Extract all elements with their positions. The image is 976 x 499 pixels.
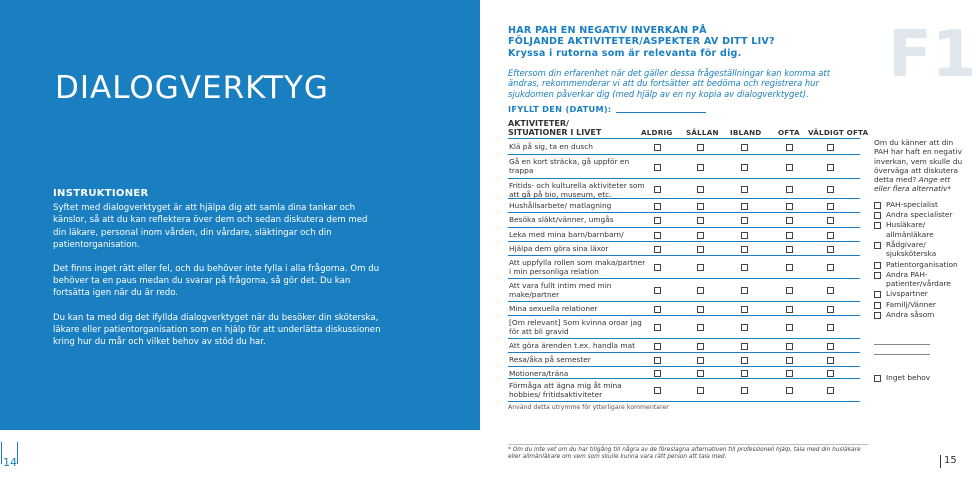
option-label: Livspartner — [886, 289, 928, 299]
support-option[interactable] — [874, 240, 964, 259]
heading-line: Kryssa i rutorna som är relevanta för dig. — [508, 47, 742, 59]
option-label: Patientorganisation — [886, 259, 958, 269]
checkbox-sällan[interactable] — [697, 306, 704, 313]
row-label: Klä på sig, ta en dusch — [509, 142, 593, 151]
option-label: Andra specialister — [886, 210, 953, 220]
checkbox[interactable] — [874, 375, 881, 382]
section-tag: F1 — [888, 18, 976, 92]
support-sidebar — [874, 138, 964, 320]
write-in-line[interactable] — [874, 354, 930, 355]
table-row — [508, 340, 860, 353]
activity-header — [508, 119, 601, 138]
comments-note: Använd detta utrymme för ytterligare kommentarer — [508, 404, 669, 411]
checkbox[interactable] — [874, 272, 881, 279]
left-blue-panel — [0, 0, 480, 430]
column-header: SÄLLAN — [686, 128, 719, 137]
checkbox-ibland[interactable] — [741, 306, 748, 313]
date-label: IFYLLT DEN (DATUM): — [508, 104, 612, 114]
checkbox[interactable] — [874, 312, 881, 319]
option-label: Familj/Vänner — [886, 299, 936, 309]
checkbox-väldigt-ofta[interactable] — [827, 186, 834, 193]
table-row — [508, 380, 860, 402]
checkbox-ofta[interactable] — [786, 246, 793, 253]
table-row — [508, 180, 860, 199]
checkbox-ibland[interactable] — [741, 287, 748, 294]
checkbox-väldigt-ofta[interactable] — [827, 370, 834, 377]
checkbox-ofta[interactable] — [786, 264, 793, 271]
row-label: Besöka släkt/vänner, umgås — [509, 215, 614, 224]
checkbox-väldigt-ofta[interactable] — [827, 343, 834, 350]
table-row — [508, 141, 860, 155]
checkbox-ofta[interactable] — [786, 217, 793, 224]
checkbox-väldigt-ofta[interactable] — [827, 164, 834, 171]
column-header: VÄLDIGT OFTA — [808, 128, 869, 137]
checkbox[interactable] — [874, 212, 881, 219]
checkbox-ibland[interactable] — [741, 217, 748, 224]
instructions-heading: INSTRUKTIONER — [53, 188, 149, 199]
date-filled — [508, 104, 706, 114]
checkbox-aldrig[interactable] — [654, 144, 661, 151]
checkbox[interactable] — [874, 291, 881, 298]
support-option[interactable] — [874, 300, 964, 309]
intro-text: Eftersom din erfarenhet när det gäller dessa frågeställningar kan komma att ändras, rekommenderar vi att du fortsätter att bedöma och registrera hur sjukdomen påverkar dig (med hjälp av en ny kopia av dialogverktyget). — [508, 68, 830, 99]
support-question — [874, 138, 964, 194]
checkbox-sällan[interactable] — [697, 324, 704, 331]
row-label: Fritids- och kulturella aktiviteter som att gå på bio, museum, etc. — [509, 181, 645, 200]
checkbox[interactable] — [874, 262, 881, 269]
checkbox-sällan[interactable] — [697, 357, 704, 364]
row-label: Hjälpa dem göra sina läxor — [509, 244, 609, 253]
checkbox-ofta[interactable] — [786, 287, 793, 294]
support-option[interactable] — [874, 260, 964, 269]
row-label: Att göra ärenden t.ex. handla mat — [509, 341, 635, 350]
table-row — [508, 368, 860, 379]
option-label: Inget behov — [886, 373, 931, 382]
column-header: IBLAND — [730, 128, 762, 137]
checkbox-ofta[interactable] — [786, 203, 793, 210]
option-label: Husläkare/ allmänläkare — [886, 220, 934, 239]
page-separator — [940, 455, 941, 468]
checkbox-sällan[interactable] — [697, 343, 704, 350]
checkbox-väldigt-ofta[interactable] — [827, 306, 834, 313]
row-label: Motionera/träna — [509, 369, 569, 378]
checkbox-sällan[interactable] — [697, 264, 704, 271]
date-field[interactable] — [616, 112, 706, 113]
instructions-paragraph: Det finns inget rätt eller fel, och du behöver inte fylla i alla frågorna. Om du behöver ta en paus medan du svarar på frågorna, så gör det. Du kan fortsätta igen när du är redo. — [53, 264, 380, 299]
table-row — [508, 200, 860, 213]
checkbox-sällan[interactable] — [697, 287, 704, 294]
checkbox-ibland[interactable] — [741, 343, 748, 350]
page-number-text: 15 — [944, 455, 957, 466]
checkbox[interactable] — [874, 202, 881, 209]
row-label: Att vara fullt intim med min make/partner — [509, 281, 612, 300]
write-in-line[interactable] — [874, 344, 930, 345]
checkbox-väldigt-ofta[interactable] — [827, 357, 834, 364]
support-option-none[interactable] — [874, 373, 930, 382]
support-options — [874, 200, 964, 320]
support-option[interactable] — [874, 220, 964, 239]
table-row — [508, 229, 860, 242]
checkbox-aldrig[interactable] — [654, 246, 661, 253]
checkbox-aldrig[interactable] — [654, 186, 661, 193]
option-label: Andra PAH-patienter/vårdare — [886, 269, 951, 289]
table-row — [508, 280, 860, 302]
column-header: ALDRIG — [641, 128, 673, 137]
checkbox-väldigt-ofta[interactable] — [827, 287, 834, 294]
activity-header-line: AKTIVITETER/ — [508, 119, 569, 128]
checkbox-ofta[interactable] — [786, 186, 793, 193]
checkbox-sällan[interactable] — [697, 164, 704, 171]
checkbox-ofta[interactable] — [786, 357, 793, 364]
checkbox-aldrig[interactable] — [654, 370, 661, 377]
support-question-hint: Ange ett eller flera alternativ* — [874, 175, 952, 194]
checkbox[interactable] — [874, 302, 881, 309]
support-option[interactable] — [874, 270, 964, 289]
checkbox-aldrig[interactable] — [654, 217, 661, 224]
page-number-right — [944, 455, 957, 466]
table-row — [508, 354, 860, 367]
row-label: Leka med mina barn/barnbarn/ — [509, 230, 624, 239]
row-label: Att uppfylla rollen som maka/partner i min personliga relation — [509, 258, 646, 277]
checkbox-väldigt-ofta[interactable] — [827, 264, 834, 271]
checkbox-aldrig[interactable] — [654, 324, 661, 331]
support-option[interactable] — [874, 310, 964, 319]
checkbox-sällan[interactable] — [697, 387, 704, 394]
checkbox-väldigt-ofta[interactable] — [827, 324, 834, 331]
checkbox-aldrig[interactable] — [654, 357, 661, 364]
checkbox-ibland[interactable] — [741, 203, 748, 210]
checkbox-ofta[interactable] — [786, 387, 793, 394]
table-row — [508, 303, 860, 316]
checkbox-väldigt-ofta[interactable] — [827, 387, 834, 394]
heading-line: HAR PAH EN NEGATIV INVERKAN PÅ — [508, 25, 707, 36]
activity-header-line: SITUATIONER I LIVET — [508, 128, 602, 138]
checkbox-sällan[interactable] — [697, 246, 704, 253]
checkbox-ofta[interactable] — [786, 164, 793, 171]
checkbox-ibland[interactable] — [741, 164, 748, 171]
row-label: [Om relevant] Som kvinna oroar jag för att bli gravid — [509, 318, 642, 337]
checkbox-sällan[interactable] — [697, 203, 704, 210]
row-label: Resa/åka på semester — [509, 355, 591, 364]
heading-line: FÖLJANDE AKTIVITETER/ASPEKTER AV DITT LIV? — [508, 36, 775, 48]
checkbox-aldrig[interactable] — [654, 387, 661, 394]
instructions-paragraph: Syftet med dialogverktyget är att hjälpa dig att samla dina tankar och känslor, så att du kan reflektera över dem och sedan diskutera dem med din läkare, personal inom vården, din vårdare, släktingar och din patientorganisation. — [53, 203, 368, 250]
checkbox-ibland[interactable] — [741, 144, 748, 151]
checkbox-ibland[interactable] — [741, 246, 748, 253]
checkbox-aldrig[interactable] — [654, 287, 661, 294]
footnote-rule — [508, 444, 868, 445]
checkbox-ibland[interactable] — [741, 357, 748, 364]
footnote: * Om du inte vet om du har tillgång till några av de föreslagna alternativen till professionell hjälp, tala med din husläkare eller allmänläkare om vem som skulle kunna vara rätt person att tala med. — [508, 447, 861, 461]
table-row — [508, 257, 860, 279]
checkbox[interactable] — [874, 242, 881, 249]
instructions — [53, 188, 383, 360]
checkbox-ibland[interactable] — [741, 186, 748, 193]
checkbox-aldrig[interactable] — [654, 203, 661, 210]
table-top-rule — [508, 138, 860, 139]
row-label: Förmåga att ägna mig åt mina hobbies/ fritidsaktiviteter — [509, 381, 622, 400]
support-option[interactable] — [874, 289, 964, 298]
checkbox-ibland[interactable] — [741, 370, 748, 377]
option-label: Rådgivare/ sjuksköterska — [886, 239, 937, 259]
checkbox-väldigt-ofta[interactable] — [827, 232, 834, 239]
row-label: Gå en kort sträcka, gå uppför en trappa — [509, 157, 630, 176]
checkbox-väldigt-ofta[interactable] — [827, 246, 834, 253]
checkbox-aldrig[interactable] — [654, 306, 661, 313]
column-header: OFTA — [778, 128, 800, 137]
checkbox-sällan[interactable] — [697, 186, 704, 193]
table-row — [508, 214, 860, 228]
checkbox-aldrig[interactable] — [654, 264, 661, 271]
row-label: Hushållsarbete/ matlagning — [509, 201, 612, 210]
page-number-text: 14 — [3, 456, 17, 469]
checkbox-ibland[interactable] — [741, 264, 748, 271]
checkbox-aldrig[interactable] — [654, 232, 661, 239]
checkbox-väldigt-ofta[interactable] — [827, 217, 834, 224]
checkbox-ofta[interactable] — [786, 370, 793, 377]
table-row — [508, 243, 860, 256]
checkbox-ibland[interactable] — [741, 324, 748, 331]
checkbox-sällan[interactable] — [697, 217, 704, 224]
question-heading — [508, 25, 808, 59]
checkbox-ofta[interactable] — [786, 306, 793, 313]
checkbox-ibland[interactable] — [741, 387, 748, 394]
checkbox-aldrig[interactable] — [654, 343, 661, 350]
page-title: DIALOGVERKTYG — [55, 70, 329, 106]
option-label: PAH-specialist — [886, 199, 938, 209]
checkbox-ofta[interactable] — [786, 144, 793, 151]
checkbox-ofta[interactable] — [786, 324, 793, 331]
checkbox-aldrig[interactable] — [654, 164, 661, 171]
checkbox-ibland[interactable] — [741, 232, 748, 239]
support-option[interactable] — [874, 210, 964, 219]
checkbox-sällan[interactable] — [697, 144, 704, 151]
row-label: Mina sexuella relationer — [509, 304, 598, 313]
checkbox-sällan[interactable] — [697, 232, 704, 239]
checkbox-ofta[interactable] — [786, 343, 793, 350]
checkbox-sällan[interactable] — [697, 370, 704, 377]
table-row — [508, 317, 860, 339]
checkbox-ofta[interactable] — [786, 232, 793, 239]
instructions-paragraph: Du kan ta med dig det ifyllda dialogverktyget när du besöker din sköterska, läkare eller patientorganisation som en hjälp för att underlätta diskussionen kring hur du mår och vilket behov av stöd du har. — [53, 312, 381, 348]
option-label: Andra såsom — [886, 310, 935, 320]
support-question-text: Om du känner att din PAH har haft en negativ inverkan, vem skulle du överväga att diskutera detta med? — [874, 138, 963, 185]
checkbox-väldigt-ofta[interactable] — [827, 203, 834, 210]
checkbox[interactable] — [874, 222, 881, 229]
table-row — [508, 156, 860, 179]
support-option[interactable] — [874, 200, 964, 209]
checkbox-väldigt-ofta[interactable] — [827, 144, 834, 151]
